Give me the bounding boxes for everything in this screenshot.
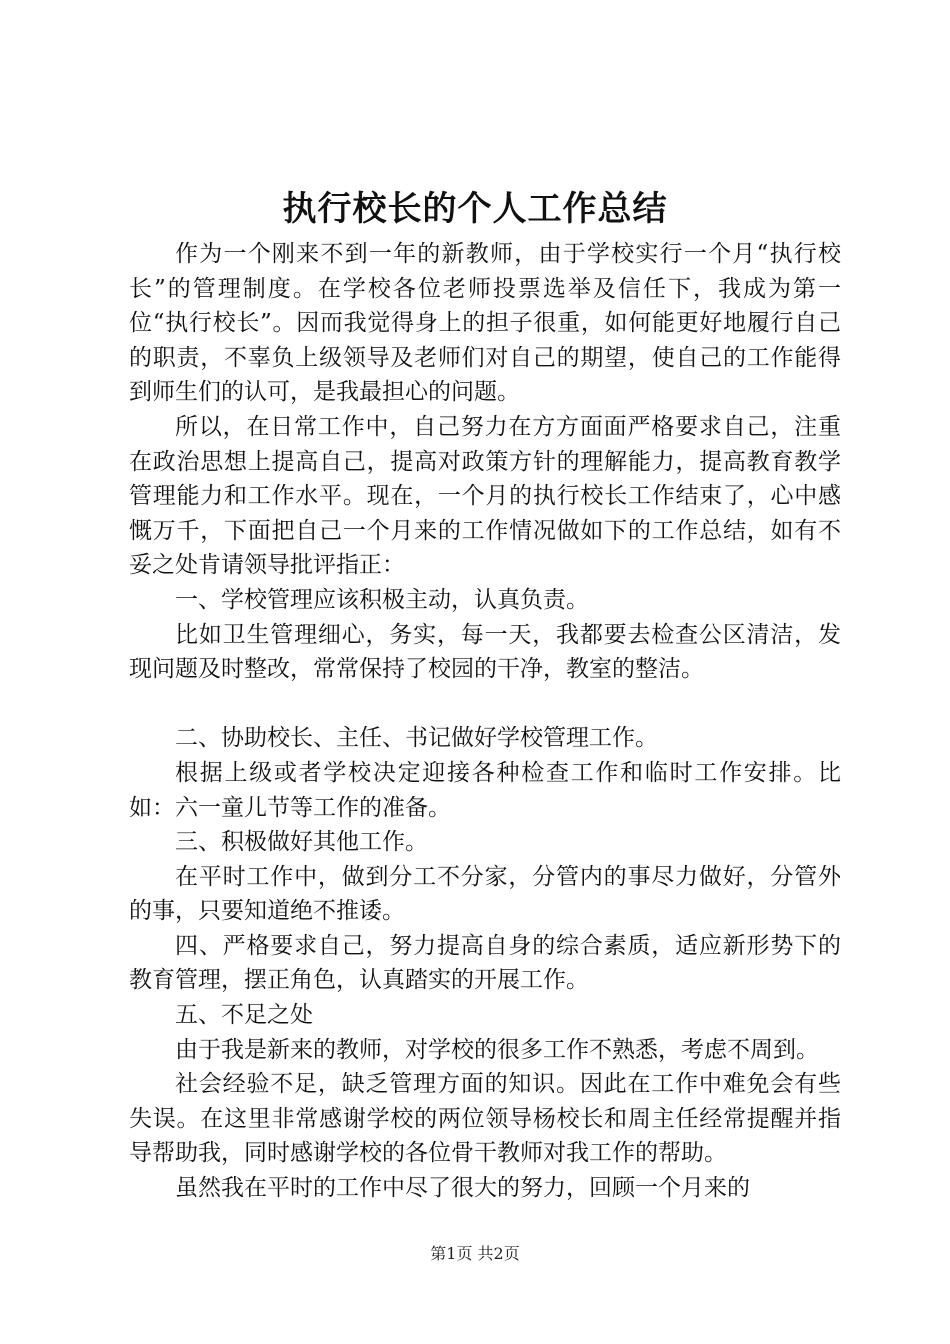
section-heading-4: 四、严格要求自己，努力提高自身的综合素质，适应新形势下的教育管理，摆正角色，认真踏实的开展工作。	[129, 932, 841, 994]
paragraph-hygiene: 比如卫生管理细心，务实，每一天，我都要去检查公区清洁，发现问题及时整改，常常保持了校园的干净，教室的整洁。	[129, 621, 841, 683]
paragraph-shortcoming-2: 社会经验不足，缺乏管理方面的知识。因此在工作中难免会有些失误。在这里非常感谢学校的两位领导杨校长和周主任经常提醒并指导帮助我，同时感谢学校的各位骨干教师对我工作的帮助。	[129, 1071, 841, 1167]
section-heading-1: 一、学校管理应该积极主动，认真负责。	[175, 586, 589, 613]
document-title: 执行校长的个人工作总结	[282, 189, 668, 229]
paragraph-inspections: 根据上级或者学校决定迎接各种检查工作和临时工作安排。比如：六一童儿节等工作的准备。	[129, 759, 841, 821]
paragraph-daily-work: 所以，在日常工作中，自己努力在方方面面严格要求自己，注重在政治思想上提高自己，提高对政策方针的理解能力，提高教育教学管理能力和工作水平。现在，一个月的执行校长工作结束了，心中感慨万千，下面把自己一个月来的工作情况做如下的工作总结，如有不妥之处肯请领导批评指正：	[129, 413, 841, 579]
section-heading-3: 三、积极做好其他工作。	[175, 829, 428, 856]
paragraph-other-work: 在平时工作中，做到分工不分家，分管内的事尽力做好，分管外的事，只要知道绝不推诿。	[129, 863, 841, 925]
paragraph-shortcoming-1: 由于我是新来的教师，对学校的很多工作不熟悉，考虑不周到。	[175, 1036, 819, 1063]
blank-line	[129, 687, 841, 722]
paragraph-intro: 作为一个刚来不到一年的新教师，由于学校实行一个月“执行校长”的管理制度。在学校各位老师投票选举及信任下，我成为第一位“执行校长”。因而我觉得身上的担子很重，如何能更好地履行自己的职责，不辜负上级领导及老师们对自己的期望，使自己的工作能得到师生们的认可，是我最担心的问题。	[129, 241, 841, 406]
document-body	[129, 237, 841, 1206]
section-heading-2: 二、协助校长、主任、书记做好学校管理工作。	[175, 725, 658, 752]
page-number-footer: 第1页 共2页	[430, 1244, 520, 1263]
paragraph-closing-partial: 虽然我在平时的工作中尽了很大的努力，回顾一个月来的	[175, 1175, 750, 1202]
section-heading-5: 五、不足之处	[175, 1002, 313, 1029]
